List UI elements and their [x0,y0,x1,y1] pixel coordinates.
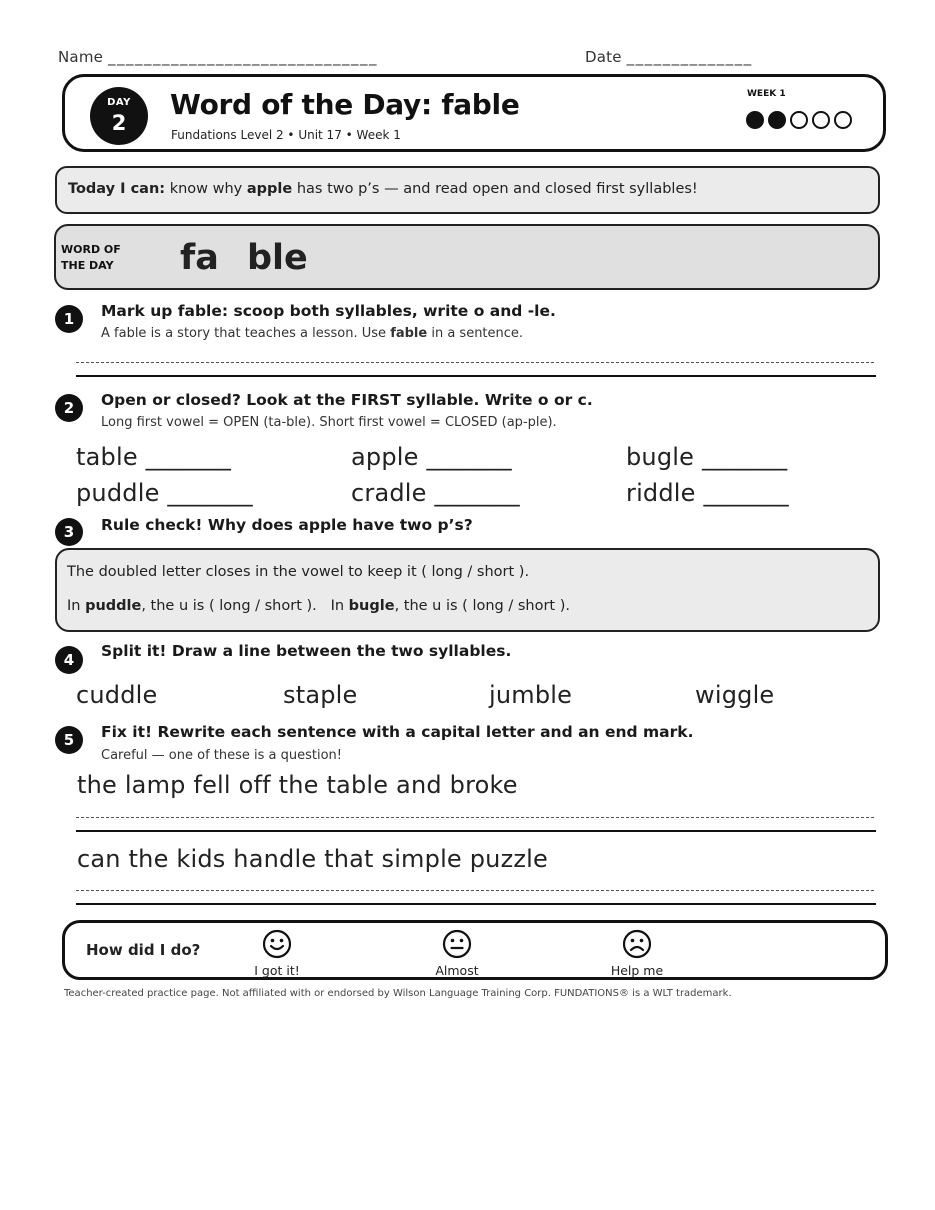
date-label: Date [585,48,622,66]
question-1-heading: Mark up fable: scoop both syllables, write o and -le. [101,302,556,320]
today-bold-word: apple [246,181,293,197]
q5-sentence-2: can the kids handle that simple puzzle [77,845,549,873]
date-blank[interactable]: ______________ [626,48,753,66]
date-line[interactable] [585,48,753,66]
q4-word-jumble[interactable]: jumble [489,681,573,709]
q1-sub-pre: A fable is a story that teaches a lesson. Use [101,326,391,341]
q5-line-2-midline [76,890,874,891]
page-subtitle: Fundations Level 2 • Unit 17 • Week 1 [171,128,401,142]
day-badge [90,87,148,145]
disclaimer-text: Teacher-created practice page. Not affiliated with or endorsed by Wilson Language Training Corp. FUNDATIONS® is a WLT trademark. [64,988,732,999]
q1-sub-bold: fable [390,326,428,341]
today-lead: Today I can: [68,181,166,197]
page-title: Word of the Day: fable [170,88,520,121]
word-of-the-day-label [61,242,121,274]
q4-word-wiggle[interactable]: wiggle [695,681,775,709]
frown-face-icon[interactable] [622,929,652,963]
reflection-question: How did I do? [86,941,201,959]
word-syllable-1: fa [180,238,219,278]
question-2-heading: Open or closed? Look at the FIRST syllable. Write o or c. [101,391,593,409]
day-number: 2 [111,111,127,135]
progress-dot-filled [746,111,764,129]
q5-line-1-midline [76,817,874,818]
day-label: DAY [107,97,131,108]
q2-word-apple[interactable]: apple _______ [351,443,512,471]
today-pre: know why [165,181,247,197]
q2-word-riddle[interactable]: riddle _______ [626,479,789,507]
wotd-label-line2: THE DAY [61,259,114,272]
q3-l2-f: , the u is ( long / short ). [394,598,570,614]
rule-check-line-1[interactable]: The doubled letter closes in the vowel to keep it ( long / short ). [67,564,530,580]
q3-l2-puddle: puddle [85,598,142,614]
progress-dot-empty [834,111,852,129]
reflection-option-almost[interactable]: Almost [435,963,479,978]
q2-word-bugle[interactable]: bugle _______ [626,443,788,471]
reflection-option-got-it[interactable]: I got it! [254,963,300,978]
q5-line-1-baseline[interactable] [76,830,876,832]
rule-check-line-2[interactable] [67,598,570,614]
q3-l2-bugle: bugle [348,598,395,614]
week-label: WEEK 1 [747,89,786,99]
question-2-number: 2 [55,394,83,422]
wotd-label-line1: WORD OF [61,243,121,256]
reflection-option-help-me[interactable]: Help me [610,963,664,978]
name-blank[interactable]: ______________________________ [108,48,379,66]
question-3-number: 3 [55,518,83,546]
q3-l2-a: In [67,598,86,614]
question-5-heading: Fix it! Rewrite each sentence with a capital letter and an end mark. [101,723,694,741]
today-post: has two p’s — and read open and closed first syllables! [292,181,698,197]
progress-dot-empty [790,111,808,129]
question-4-heading: Split it! Draw a line between the two syllables. [101,642,512,660]
rule-check-box [55,548,880,632]
question-1-number: 1 [55,305,83,333]
progress-dot-empty [812,111,830,129]
question-2-subtext: Long first vowel = OPEN (ta-ble). Short first vowel = CLOSED (ap-ple). [101,415,557,430]
question-5-number: 5 [55,726,83,754]
q4-word-cuddle[interactable]: cuddle [76,681,158,709]
question-4-number: 4 [55,646,83,674]
progress-dot-filled [768,111,786,129]
name-label: Name [58,48,104,66]
q2-word-cradle[interactable]: cradle _______ [351,479,520,507]
q3-l2-c: , the u is ( long / short ). [141,598,317,614]
neutral-face-icon[interactable] [442,929,472,963]
word-syllable-2: ble [247,238,308,278]
name-line[interactable] [58,48,378,66]
question-1-subtext [101,326,523,341]
q3-l2-d: In [330,598,349,614]
q4-word-staple[interactable]: staple [283,681,358,709]
today-i-can-box [55,166,880,214]
question-3-heading: Rule check! Why does apple have two p’s? [101,516,473,534]
q2-word-table[interactable]: table _______ [76,443,232,471]
q5-sentence-1: the lamp fell off the table and broke [77,771,518,799]
q1-writing-baseline[interactable] [76,375,876,377]
q2-word-puddle[interactable]: puddle _______ [76,479,253,507]
q1-sub-post: in a sentence. [427,326,524,341]
week-progress-dots [746,111,852,129]
q1-writing-midline [76,362,874,363]
q5-line-2-baseline[interactable] [76,903,876,905]
smile-face-icon[interactable] [262,929,292,963]
question-5-subtext: Careful — one of these is a question! [101,748,343,763]
word-of-the-day-box [54,224,880,290]
